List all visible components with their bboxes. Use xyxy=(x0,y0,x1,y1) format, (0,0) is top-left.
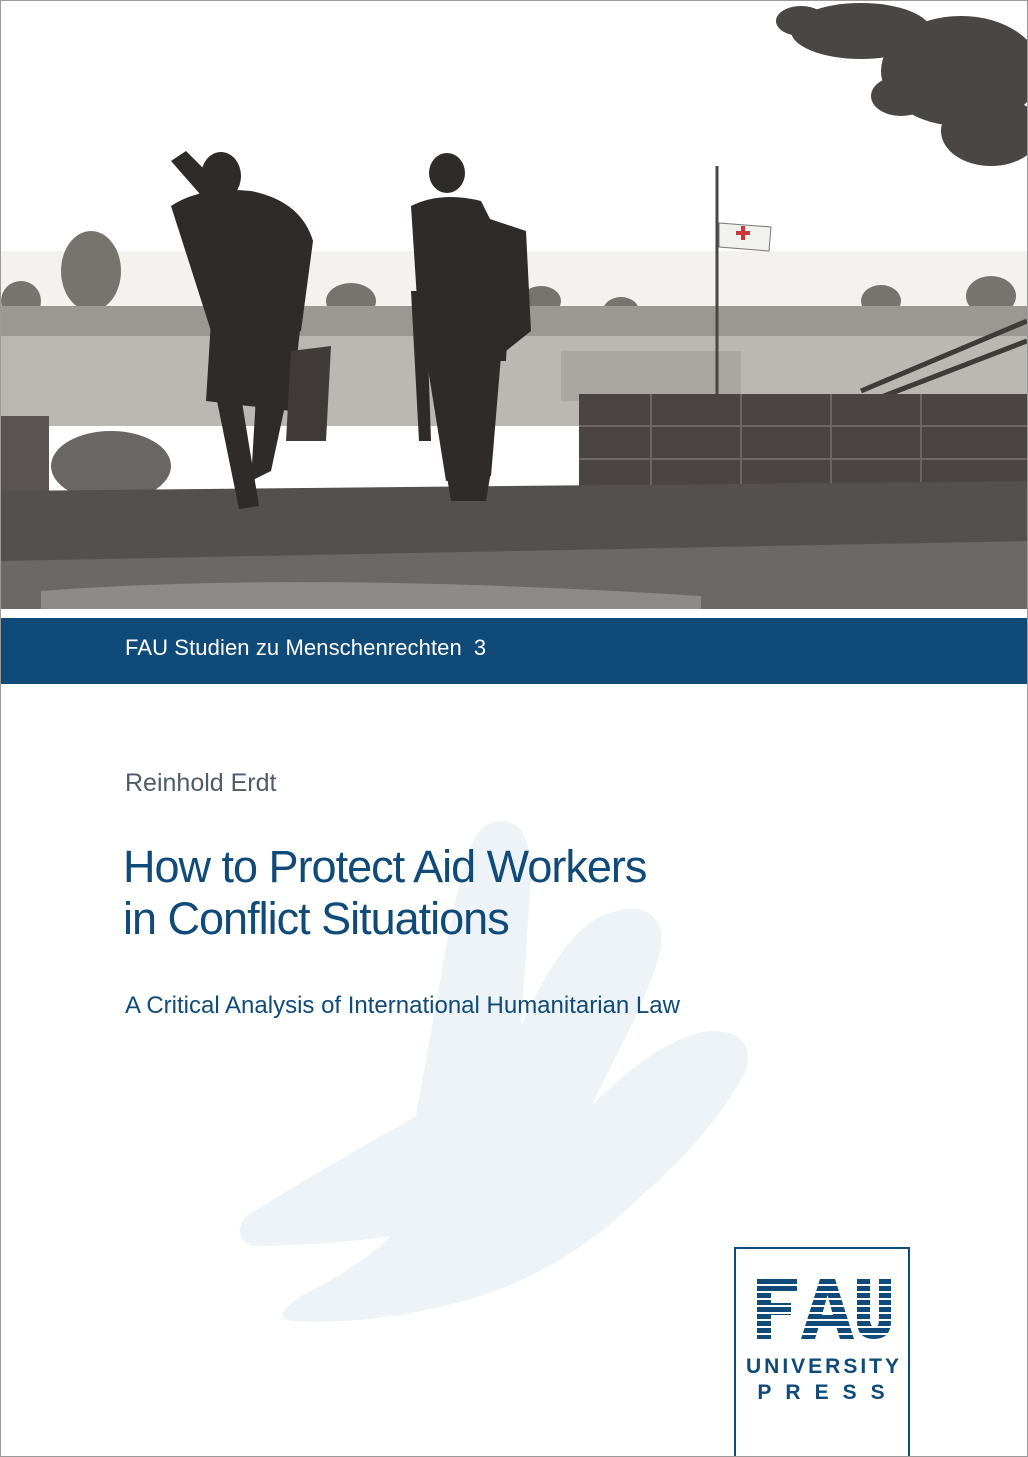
title-line-1: How to Protect Aid Workers xyxy=(123,841,647,892)
publisher-line-press: PRESS xyxy=(757,1381,899,1404)
publisher-logo xyxy=(734,1247,910,1457)
book-title xyxy=(123,841,823,945)
red-cross-flag-icon xyxy=(719,223,771,251)
series-name: FAU Studien zu Menschenrechten xyxy=(125,635,462,660)
fau-wordmark-icon xyxy=(757,1279,891,1339)
series-title xyxy=(125,635,486,661)
book-subtitle: A Critical Analysis of International Humanitarian Law xyxy=(125,992,680,1019)
title-line-2: in Conflict Situations xyxy=(123,893,509,944)
series-band xyxy=(1,618,1027,684)
cover-photo xyxy=(1,1,1027,609)
series-number: 3 xyxy=(473,635,487,660)
publisher-line-university: UNIVERSITY xyxy=(745,1355,903,1378)
author-name: Reinhold Erdt xyxy=(125,769,277,797)
